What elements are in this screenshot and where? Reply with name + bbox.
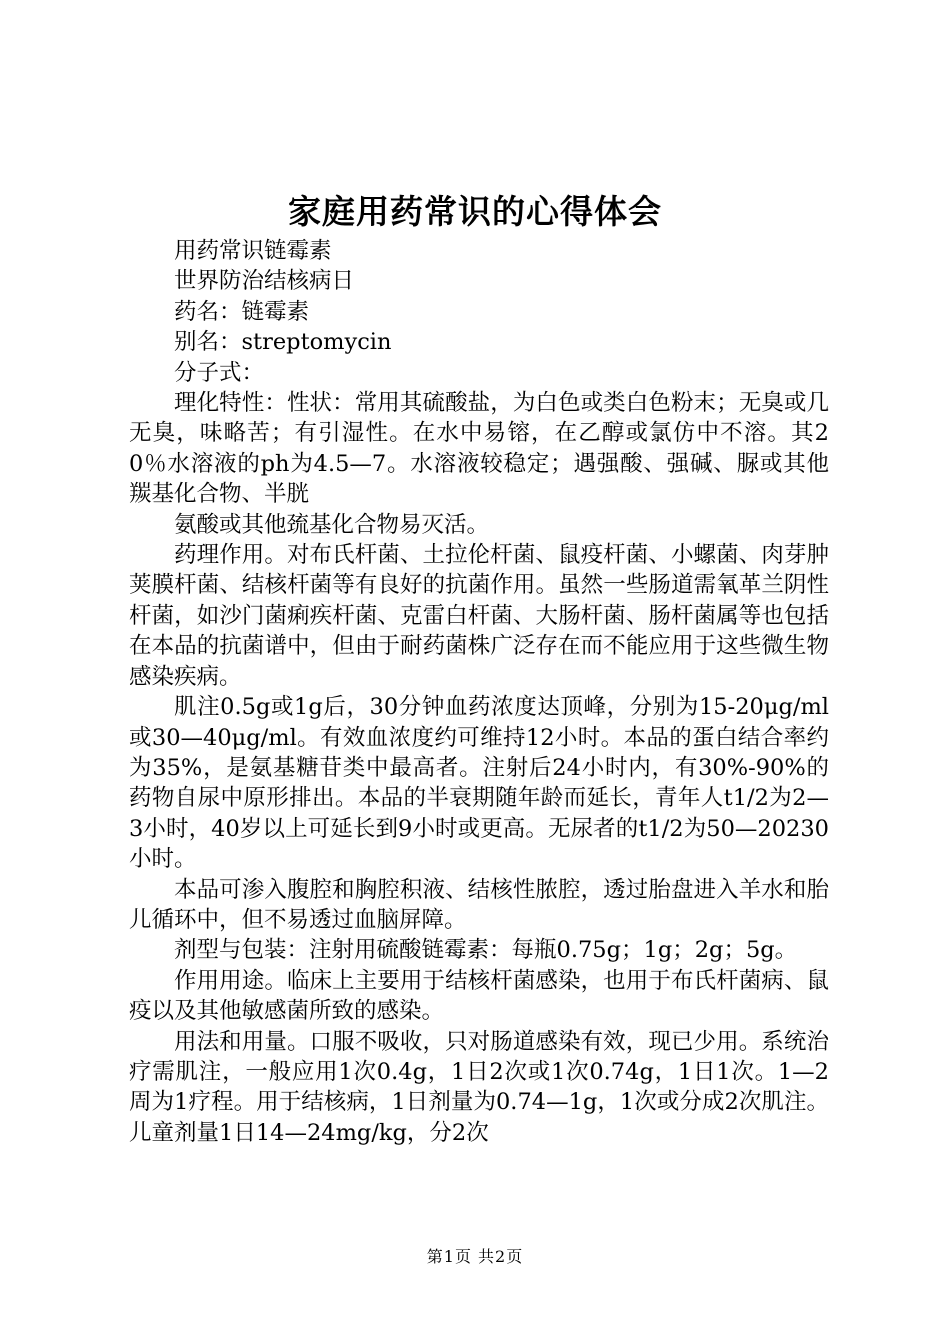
paragraph: 用药常识链霉素 xyxy=(174,238,332,264)
paragraph: 药理作用。对布氏杆菌、土拉伦杆菌、鼠疫杆菌、小螺菌、肉芽肿荚膜杆菌、结核杆菌等有良好的抗菌作用。虽然一些肠道需氧革兰阴性杆菌，如沙门菌痢疾杆菌、克雷白杆菌、大肠杆菌、肠杆菌属等也包括在本品的抗菌谱中，但由于耐药菌株广泛存在而不能应用于这些微生物感染疾病。 xyxy=(129,542,829,690)
paragraph: 药名：链霉素 xyxy=(174,298,310,325)
paragraph: 理化特性：性状：常用其硫酸盐，为白色或类白色粉末；无臭或几无臭，味略苦；有引湿性。在水中易镕，在乙醇或氯仿中不溶。其20％水溶液的ph为4.5—7。水溶液较稳定；遇强酸、强碱、脲或其他羰基化合物、半胱 xyxy=(129,390,829,508)
paragraph: 本品可渗入腹腔和胸腔积液、结核性脓腔，透过胎盘进入羊水和胎儿循环中，但不易透过血脑屏障。 xyxy=(129,876,829,933)
paragraph: 分子式： xyxy=(174,359,265,386)
page-footer: 第1页 共2页 xyxy=(426,1247,524,1266)
paragraph: 肌注0.5g或1g后，30分钟血药浓度达顶峰，分别为15-20μg/ml或30—40μg/ml。有效血浓度约可维持12小时。本品的蛋白结合率约为35%，是氨基糖苷类中最高者。注射后24小时内，有30%-90%的药物自尿中原形排出。本品的半衰期随年龄而延长，青年人t1/2为2—3小时，40岁以上可延长到9小时或更高。无尿者的t1/2为50—20230小时。 xyxy=(129,694,829,873)
paragraph: 别名：streptomycin xyxy=(174,329,392,356)
paragraph: 氨酸或其他巯基化合物易灭活。 xyxy=(174,511,490,538)
document-body xyxy=(129,236,829,1148)
paragraph: 剂型与包装：注射用硫酸链霉素：每瓶0.75g；1g；2g；5g。 xyxy=(174,937,798,964)
paragraph: 作用用途。临床上主要用于结核杆菌感染，也用于布氏杆菌病、鼠疫以及其他敏感菌所致的感染。 xyxy=(129,967,829,1025)
paragraph: 世界防治结核病日 xyxy=(174,268,355,295)
document-title: 家庭用药常识的心得体会 xyxy=(288,192,662,231)
paragraph: 用法和用量。口服不吸收，只对肠道感染有效，现已少用。系统治疗需肌注，一般应用1次0.4g，1日2次或1次0.74g，1日1次。1—2周为1疗程。用于结核病，1日剂量为0.74—1g，1次或分成2次肌注。儿童剂量1日14—24mg/kg，分2次 xyxy=(129,1028,829,1146)
